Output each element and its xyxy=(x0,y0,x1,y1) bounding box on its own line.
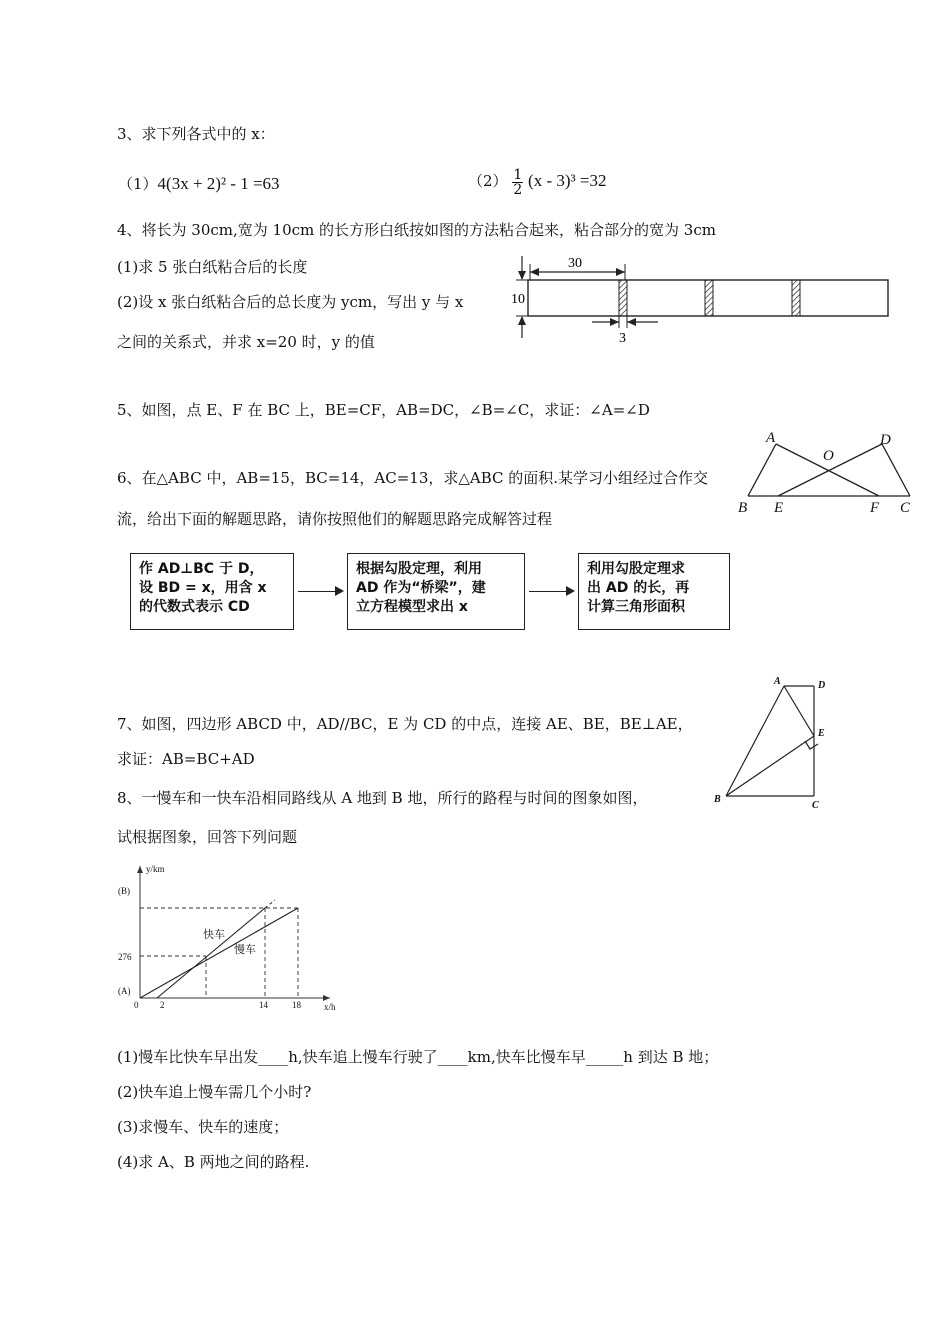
q3-part2-label: （2） xyxy=(468,172,508,190)
series-slow-car xyxy=(140,908,298,998)
q3-part2-fraction xyxy=(512,168,523,197)
legend-slow-car: 慢车 xyxy=(234,943,256,956)
q7-line2: 求证：AB=BC+AD xyxy=(117,750,255,768)
flow-arrow-1 xyxy=(298,591,342,592)
paper-strip-figure xyxy=(508,252,893,344)
q3-title: 3、求下列各式中的 x： xyxy=(117,125,275,143)
x-tick-label: 18 xyxy=(292,1000,301,1010)
q4-line1: (1)求 5 张白纸粘合后的长度 xyxy=(117,258,308,276)
flow-box-3-line: 利用勾股定理求 xyxy=(587,561,685,577)
q8-sub1: (1)慢车比快车早出发____h,快车追上慢车行驶了____km,快车比慢车早_____h 到达 B 地； xyxy=(117,1048,719,1066)
width-label: 30 xyxy=(568,256,582,271)
q3-part2-expr: (x - 3)³ =32 xyxy=(528,171,607,190)
q3-part1-expr: 4(3x + 2)² - 1 =63 xyxy=(157,174,280,193)
pt-E: E xyxy=(774,500,784,516)
q8-line2: 试根据图象，回答下列问题 xyxy=(117,828,298,846)
q8-line1: 8、一慢车和一快车沿相同路线从 A 地到 B 地，所行的路程与时间的图象如图， xyxy=(117,789,648,807)
flow-box-3 xyxy=(578,553,730,630)
flow-box-2 xyxy=(347,553,525,630)
flow-box-1-line: 设 BD = x，用含 x xyxy=(139,580,267,596)
overlap-2 xyxy=(705,280,713,316)
y-tick-label: (B) xyxy=(118,886,130,896)
q4-line2: (2)设 x 张白纸粘合后的总长度为 ycm，写出 y 与 x xyxy=(117,293,464,311)
x-tick-label: 2 xyxy=(160,1000,165,1010)
pt-E: E xyxy=(818,728,825,739)
y-tick-label: (A) xyxy=(118,986,131,996)
pt-C: C xyxy=(900,500,911,516)
flow-box-1-line: 的代数式表示 CD xyxy=(139,599,250,615)
q4-line3: 之间的关系式，并求 x=20 时，y 的值 xyxy=(117,333,375,351)
q3-part2 xyxy=(468,164,606,198)
pt-F: F xyxy=(870,500,880,516)
q5-text: 5、如图，点 E、F 在 BC 上，BE=CF，AB=DC，∠B=∠C，求证：∠A=∠D xyxy=(117,401,650,419)
flow-box-1-line: 作 AD⊥BC 于 D， xyxy=(139,561,264,577)
pt-B: B xyxy=(738,500,748,516)
x-tick-label: 14 xyxy=(259,1000,268,1010)
height-label: 10 xyxy=(511,292,525,307)
q8-sub3: (3)求慢车、快车的速度； xyxy=(117,1118,289,1136)
fast-car-extension xyxy=(265,900,275,908)
pt-D: D xyxy=(818,680,826,691)
x-tick-label: 0 xyxy=(134,1000,139,1010)
q4-title: 4、将长为 30cm,宽为 10cm 的长方形白纸按如图的方法粘合起来，粘合部分的宽为 3cm xyxy=(117,221,716,239)
q6-line2: 流，给出下面的解题思路，请你按照他们的解题思路完成解答过程 xyxy=(117,510,553,528)
flow-box-2-line: AD 作为“桥梁”，建 xyxy=(356,580,486,596)
q3-part1 xyxy=(118,174,280,194)
pt-O: O xyxy=(823,448,834,464)
q3-frac-den: 2 xyxy=(513,181,523,198)
flow-box-3-line: 出 AD 的长，再 xyxy=(587,580,690,596)
q3-frac-num: 1 xyxy=(513,166,523,183)
y-axis-label: y/km xyxy=(146,864,165,874)
overlap-label: 3 xyxy=(619,331,626,344)
pt-A: A xyxy=(774,676,781,687)
pt-C: C xyxy=(812,800,819,811)
flow-box-2-line: 根据勾股定理，利用 xyxy=(356,561,482,577)
q8-sub4: (4)求 A、B 两地之间的路程. xyxy=(117,1153,310,1171)
distance-time-chart xyxy=(110,858,350,1016)
legend-fast-car: 快车 xyxy=(203,928,225,941)
pt-A: A xyxy=(766,430,776,446)
y-tick-label: 276 xyxy=(118,952,132,962)
q5-figure xyxy=(732,428,922,520)
q8-sub2: (2)快车追上慢车需几个小时? xyxy=(117,1083,312,1101)
flow-box-1 xyxy=(130,553,294,630)
pt-B: B xyxy=(714,794,721,805)
flow-box-3-line: 计算三角形面积 xyxy=(587,599,685,615)
q7-figure xyxy=(708,674,838,814)
overlap-1 xyxy=(619,280,627,316)
overlap-3 xyxy=(792,280,800,316)
x-axis-label: x/h xyxy=(324,1002,336,1012)
q3-part1-label: （1） xyxy=(118,175,158,193)
flow-arrow-2 xyxy=(529,591,573,592)
q6-line1: 6、在△ABC 中，AB=15，BC=14，AC=13，求△ABC 的面积.某学习小组经过合作交 xyxy=(117,469,709,487)
flow-box-2-line: 立方程模型求出 x xyxy=(356,599,468,615)
q7-line1: 7、如图，四边形 ABCD 中，AD//BC，E 为 CD 的中点，连接 AE、BE，BE⊥AE， xyxy=(117,715,693,733)
pt-D: D xyxy=(880,432,891,448)
